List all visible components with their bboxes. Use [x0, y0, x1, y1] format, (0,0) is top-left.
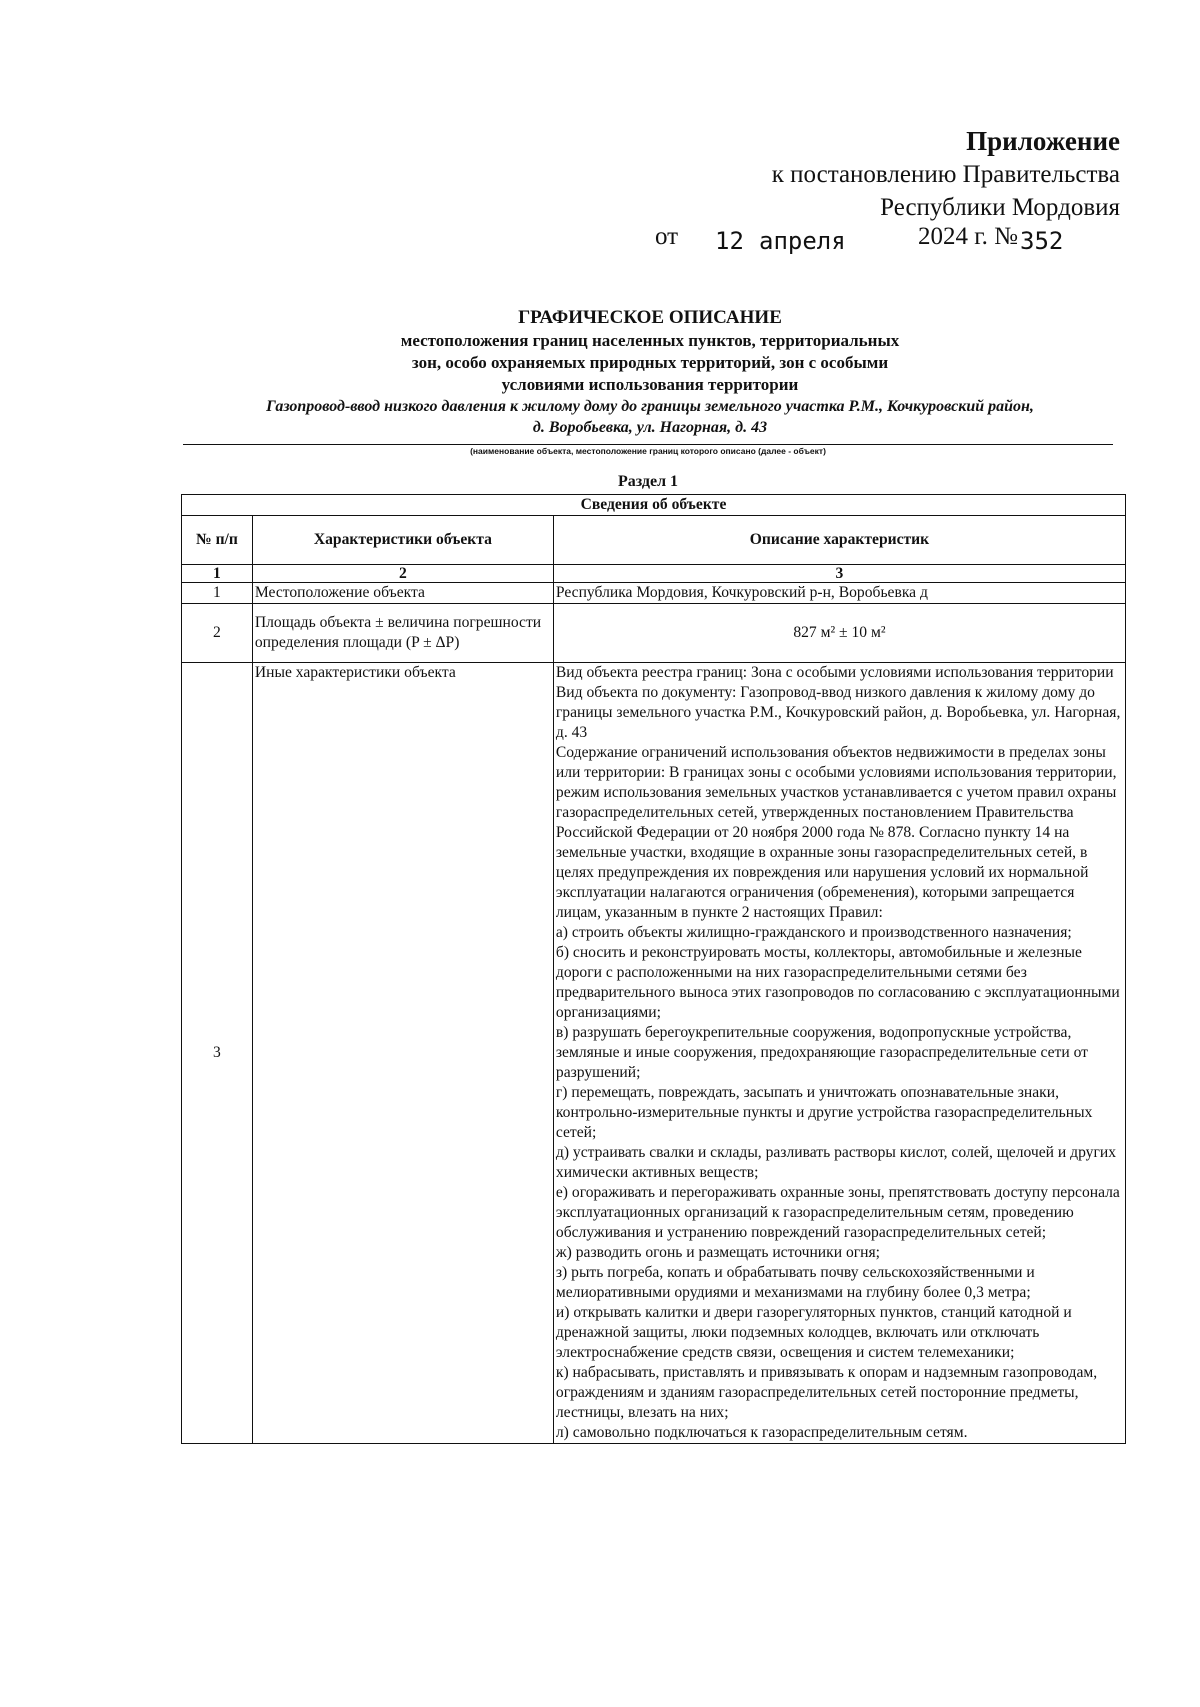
object-caption: (наименование объекта, местоположение границ которого описано (далее - объект)	[470, 446, 826, 456]
document-subtitle-3: условиями использования территории	[501, 375, 799, 394]
object-name-1: Газопровод-ввод низкого давления к жилому дому до границы земельного участка Р.М., Кочкуровский район,	[266, 398, 1034, 415]
row-number: 2	[182, 604, 253, 663]
date-day: 12	[715, 227, 744, 255]
row-description: Республика Мордовия, Кочкуровский р-н, Воробьевка д	[553, 583, 1125, 604]
description-item: е) огораживать и перегораживать охранные зоны, препятствовать доступу персонала эксплуатационных организаций к газораспределительным сетям, проведению обслуживания и устранению повреждений газораспределительных сетей;	[555, 1184, 1120, 1241]
description-item: и) открывать калитки и двери газорегуляторных пунктов, станций катодной и дренажной защиты, люки подземных колодцев, включать или отключать электроснабжение средств связи, освещения и систем телемеханики;	[555, 1304, 1072, 1361]
appendix-block	[772, 124, 1120, 224]
row-description-long	[553, 663, 1125, 1444]
date-prefix: от	[655, 223, 679, 250]
description-item: а) строить объекты жилищно-гражданского и производственного назначения;	[555, 924, 1072, 941]
description-item: к) набрасывать, приставлять и привязывать к опорам и надземным газопроводам, ограждениям и зданиям газораспределительных сетей посторонние предметы, лестницы, влезать на них;	[555, 1364, 1098, 1421]
column-header-number: № п/п	[182, 516, 253, 565]
row-description: 827 м² ± 10 м²	[553, 604, 1125, 663]
description-item: з) рыть погреба, копать и обрабатывать почву сельскохозяйственными и мелиоративными орудиями и механизмами на глубину более 0,3 метра;	[555, 1264, 1035, 1301]
description-paragraph: Вид объекта по документу: Газопровод-ввод низкого давления к жилому дому до границы земельного участка Р.М., Кочкуровский район, д. Воробьевка, ул. Нагорная, д. 43	[555, 684, 1121, 741]
appendix-line-1: к постановлению Правительства	[771, 161, 1120, 188]
column-header-description: Описание характеристик	[553, 516, 1125, 565]
description-paragraph: Содержание ограничений использования объектов недвижимости в пределах зоны или территории: В границах зоны с особыми условиями использования территории, режим использования земельных участков устанавливается с учетом правил охраны газораспределительных сетей, утвержденных постановлением Правительства Российской Федерации от 20 ноября 2000 года № 878. Согласно пункту 14 на земельные участки, входящие в охранные зоны газораспределительных сетей, в целях предупреждения их повреждения или нарушения условий их нормальной эксплуатации налагаются ограничения (обременения), которыми запрещается лицам, указанным в пункте 2 настоящих Правил:	[555, 744, 1117, 921]
document-heading	[180, 306, 1120, 438]
row-characteristic: Иные характеристики объекта	[252, 663, 553, 1444]
date-year: 2024 г. №	[918, 223, 1019, 250]
table-row	[182, 663, 1126, 1444]
column-number-3: 3	[553, 565, 1125, 583]
object-info-table	[181, 494, 1126, 1444]
appendix-title: Приложение	[966, 126, 1120, 156]
row-characteristic: Площадь объекта ± величина погрешности определения площади (P ± ΔP)	[252, 604, 553, 663]
row-characteristic: Местоположение объекта	[252, 583, 553, 604]
object-name-2: д. Воробьевка, ул. Нагорная, д. 43	[532, 419, 768, 436]
document-title: ГРАФИЧЕСКОЕ ОПИСАНИЕ	[518, 307, 782, 328]
description-item: б) сносить и реконструировать мосты, коллекторы, автомобильные и железные дороги с расположенными на них газораспределительными сетями без предварительного выноса этих газопроводов по согласованию с эксплуатационными организациями;	[555, 944, 1120, 1021]
description-item: д) устраивать свалки и склады, разливать растворы кислот, солей, щелочей и других химически активных веществ;	[555, 1144, 1117, 1181]
document-subtitle-1: местоположения границ населенных пунктов, территориальных	[400, 331, 900, 350]
description-paragraph: Вид объекта реестра границ: Зона с особыми условиями использования территории	[555, 664, 1114, 681]
table-row	[182, 583, 1126, 604]
row-number: 3	[182, 663, 253, 1444]
column-number-1: 1	[182, 565, 253, 583]
table-row	[182, 604, 1126, 663]
object-underline	[183, 444, 1113, 445]
table-title: Сведения об объекте	[182, 495, 1126, 516]
description-item: ж) разводить огонь и размещать источники огня;	[555, 1244, 881, 1261]
column-number-2: 2	[252, 565, 553, 583]
document-subtitle-2: зон, особо охраняемых природных территорий, зон с особыми	[411, 353, 889, 372]
appendix-line-2: Республики Мордовия	[880, 194, 1120, 221]
date-month: апреля	[759, 227, 846, 255]
description-item: л) самовольно подключаться к газораспределительным сетям.	[555, 1424, 968, 1441]
description-item: в) разрушать берегоукрепительные сооружения, водопропускные устройства, земляные и иные сооружения, предохраняющие газораспределительные сети от разрушений;	[555, 1024, 1088, 1081]
row-number: 1	[182, 583, 253, 604]
description-item: г) перемещать, повреждать, засыпать и уничтожать опознавательные знаки, контрольно-измерительные пункты и другие устройства газораспределительных сетей;	[555, 1084, 1093, 1141]
column-header-characteristic: Характеристики объекта	[252, 516, 553, 565]
section-label: Раздел 1	[617, 473, 679, 490]
decree-number: 352	[1020, 227, 1064, 255]
